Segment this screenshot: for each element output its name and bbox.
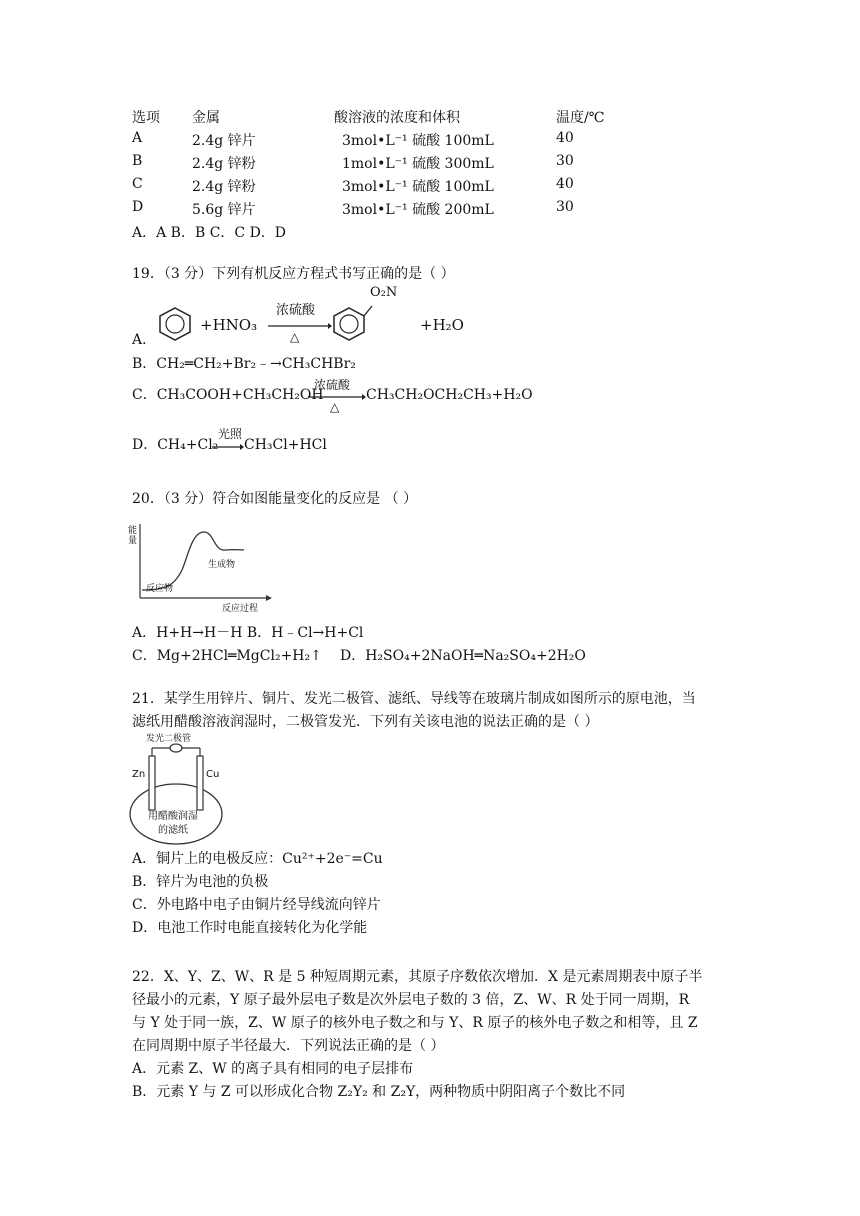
led-label: 发光二极管 <box>146 734 192 744</box>
q21-stem-line1: 21．某学生用锌片、铜片、发光二极管、滤纸、导线等在玻璃片制成如图所示的原电池，当 <box>132 691 696 707</box>
q19-option-c-condition-top: 浓硫酸 <box>314 378 351 392</box>
table-header-temp: 温度/℃ <box>556 110 605 126</box>
reaction-arrow-icon <box>212 444 244 452</box>
table-cell: 3mol•L⁻¹ 硫酸 200mL <box>342 202 494 218</box>
product-label: 生成物 <box>208 560 236 570</box>
q19-option-c-right: CH₃CH₂OCH₂CH₃+H₂O <box>366 387 533 403</box>
table-cell: 1mol•L⁻¹ 硫酸 300mL <box>342 156 494 172</box>
q22-option-a: A．元素 Z、W 的离子具有相同的电子层排布 <box>132 1061 414 1077</box>
table-cell: B <box>132 153 143 169</box>
q22-line4: 在同周期中原子半径最大．下列说法正确的是（ ） <box>132 1038 445 1054</box>
q21-option-d: D．电池工作时电能直接转化为化学能 <box>132 920 368 936</box>
table-cell: 2.4g 锌片 <box>192 133 256 149</box>
q19-option-c-condition-bottom: △ <box>330 400 340 414</box>
q20-option-d: D．H₂SO₄+2NaOH═Na₂SO₄+2H₂O <box>340 648 586 664</box>
q19-option-d-left: D．CH₄+Cl₂ <box>132 437 219 453</box>
table-cell: 5.6g 锌片 <box>192 202 256 218</box>
q21-stem-line2: 滤纸用醋酸溶液润湿时，二极管发光．下列有关该电池的说法正确的是（ ） <box>132 714 599 730</box>
q21-option-c: C．外电路中电子由铜片经导线流向锌片 <box>132 897 381 913</box>
nitrobenzene-ring-icon <box>332 306 366 342</box>
energy-diagram <box>126 520 276 612</box>
q19-option-d-right: CH₃Cl+HCl <box>244 437 327 453</box>
table-cell: 40 <box>556 176 574 192</box>
copper-label: Cu <box>206 769 220 780</box>
table-cell: D <box>132 199 144 215</box>
energy-curve-icon <box>126 520 276 612</box>
q19-option-d-condition: 光照 <box>218 427 243 441</box>
filter-paper-label-1: 用醋酸润湿 <box>148 811 198 822</box>
q19-option-a-label: A． <box>132 332 157 348</box>
table-header-acid: 酸溶液的浓度和体积 <box>334 110 460 126</box>
q19-option-a-condition-bottom: △ <box>290 330 300 344</box>
table-cell: 3mol•L⁻¹ 硫酸 100mL <box>342 179 494 195</box>
answer-options: A．A B．B C．C D．D <box>132 225 287 241</box>
table-cell: 3mol•L⁻¹ 硫酸 100mL <box>342 133 494 149</box>
q22-line1: 22．X、Y、Z、W、R 是 5 种短周期元素，其原子序数依次增加．X 是元素周期表中原子半 <box>132 969 703 985</box>
q19-option-c-left: C．CH₃COOH+CH₃CH₂OH <box>132 387 324 403</box>
table-header-option: 选项 <box>132 110 160 126</box>
q20-stem: 20．（3 分）符合如图能量变化的反应是 （ ） <box>132 491 418 507</box>
q20-option-c: C．Mg+2HCl═MgCl₂+H₂↑ <box>132 648 322 664</box>
q22-option-b: B．元素 Y 与 Z 可以形成化合物 Z₂Y₂ 和 Z₂Y，两种物质中阴阳离子个数比不同 <box>132 1084 626 1100</box>
table-header-metal: 金属 <box>192 110 220 126</box>
q19-option-a-product: +H₂O <box>420 316 464 334</box>
table-cell: A <box>132 130 143 146</box>
galvanic-cell-diagram <box>126 734 226 846</box>
x-axis-label: 反应过程 <box>222 604 259 614</box>
benzene-ring-icon <box>158 306 192 342</box>
q22-line3: 与 Y 处于同一族，Z、W 原子的核外电子数之和与 Y、R 原子的核外电子数之和相等，且 Z <box>132 1015 698 1031</box>
y-axis-label: 能量 <box>128 526 138 546</box>
table-cell: 30 <box>556 153 574 169</box>
q19-option-a-condition-top: 浓硫酸 <box>276 303 316 318</box>
zinc-label: Zn <box>132 769 146 780</box>
table-cell: 2.4g 锌粉 <box>192 156 256 172</box>
table-cell: C <box>132 176 143 192</box>
filter-paper-label-2: 的滤纸 <box>158 825 188 836</box>
reactant-label: 反应物 <box>146 584 174 594</box>
q19-stem: 19．（3 分）下列有机反应方程式书写正确的是（ ） <box>132 266 455 282</box>
q20-option-ab: A．H+H→H－H B．H﹣Cl→H+Cl <box>132 625 364 641</box>
q19-option-a-substituent: O₂N <box>370 285 398 300</box>
q19-option-b: B．CH₂═CH₂+Br₂﹣→CH₃CHBr₂ <box>132 356 356 372</box>
q21-option-b: B．锌片为电池的负极 <box>132 874 269 890</box>
q22-line2: 径最小的元素，Y 原子最外层电子数是次外层电子数的 3 倍，Z、W、R 处于同一周期，R <box>132 992 690 1008</box>
table-cell: 2.4g 锌粉 <box>192 179 256 195</box>
q21-option-a: A．铜片上的电极反应：Cu²⁺+2e⁻=Cu <box>132 851 383 867</box>
q19-option-a-reagent: +HNO₃ <box>200 316 258 334</box>
table-cell: 40 <box>556 130 574 146</box>
table-cell: 30 <box>556 199 574 215</box>
reaction-arrow-icon <box>268 323 332 331</box>
